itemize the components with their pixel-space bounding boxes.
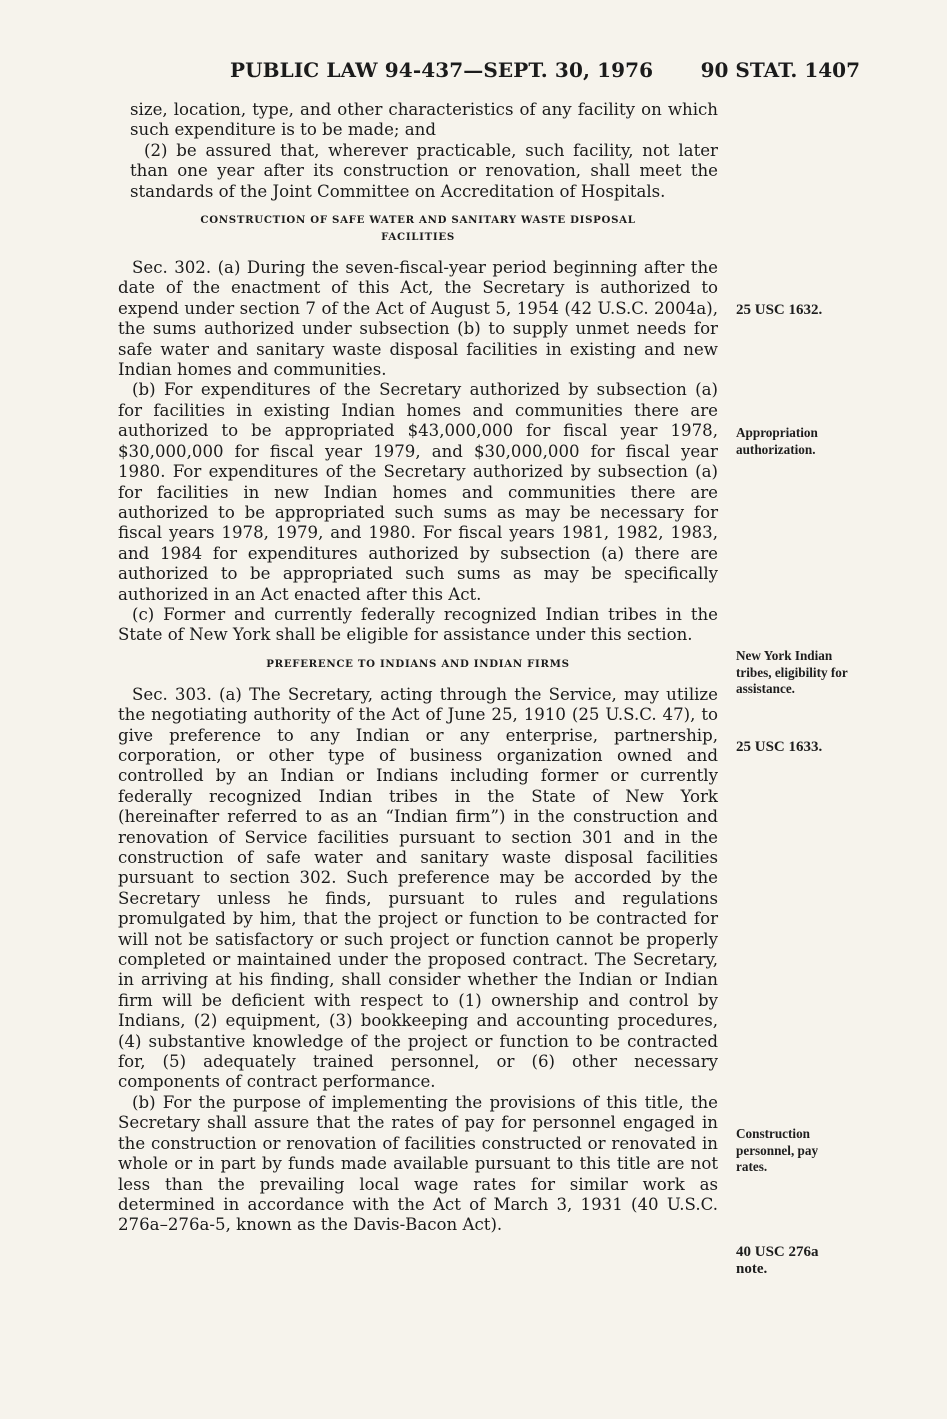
section-302-b: (b) For expenditures of the Secretary authorized by subsection (a) for facilities in existing Indian homes and communities there are authorized to be appropriated $43,000,000 for fiscal year 1978, $30,000,000 for fiscal year 1979, and $30,000,000 for fiscal year 1980. For expenditures of the Secretary authorized by subsection (a) for facilities in new Indian homes and communities there are authorized to be appropriated such sums as may be necessary for fiscal years 1978, 1979, and 1980. For fiscal years 1981, 1982, 1983, and 1984 for expenditures authorized by subsection (a) there are authorized to be appropriated such sums as may be specifically authorized in an Act enacted after this Act. [118, 380, 718, 604]
public-law-title: PUBLIC LAW 94-437—SEPT. 30, 1976 [230, 58, 654, 82]
margin-note-25-usc-1632: 25 USC 1632. [736, 302, 823, 318]
margin-note-25-usc-1633: 25 USC 1633. [736, 739, 823, 755]
section-302-a: Sec. 302. (a) During the seven-fiscal-year period beginning after the date of the enactment of this Act, the Secretary is authorized to expend under section 7 of the Act of August 5, 1954 (42 U.S.C. 2004a), the sums authorized under subsection (b) to supply unmet needs for safe water and sanitary waste disposal facilities in existing and new Indian homes and communities. [118, 258, 718, 380]
margin-note-appropriation: Appropriation authorization. [736, 425, 818, 457]
margin-note-construction-personnel: Construction personnel, pay rates. [736, 1126, 819, 1174]
paragraph-clause-2: (2) be assured that, wherever practicable, such facility, not later than one year after its construction or renovation, shall meet the standards of the Joint Committee on Accreditation of Hospitals. [130, 140, 718, 201]
statute-page-number: 90 STAT. 1407 [700, 58, 860, 82]
margin-note-40-usc-276a: 40 USC 276a note. [736, 1244, 819, 1277]
section-heading-302: CONSTRUCTION OF SAFE WATER AND SANITARY WASTE DISPOSAL FACILITIES [200, 214, 636, 244]
section-302-c: (c) Former and currently federally recognized Indian tribes in the State of New York shall be eligible for assistance under this section. [118, 604, 718, 645]
paragraph-continuation: size, location, type, and other characteristics of any facility on which such expenditure is to be made; and [130, 100, 718, 140]
section-heading-303: PREFERENCE TO INDIANS AND INDIAN FIRMS [266, 657, 570, 670]
section-303-b: (b) For the purpose of implementing the provisions of this title, the Secretary shall assure that the rates of pay for personnel engaged in the construction or renovation of facilities constructed or renovated in whole or in part by funds made available pursuant to this title are not less than the prevailing local wage rates for similar work as determined in accordance with the Act of March 3, 1931 (40 U.S.C. 276a–276a-5, known as the Davis-Bacon Act). [118, 1092, 718, 1235]
page-header [230, 58, 860, 88]
main-text-column [118, 100, 718, 1236]
margin-note-new-york-tribes: New York Indian tribes, eligibility for assistance. [736, 648, 848, 696]
section-303-a: Sec. 303. (a) The Secretary, acting through the Service, may utilize the negotiating authority of the Act of June 25, 1910 (25 U.S.C. 47), to give preference to any Indian or any enterprise, partnership, corporation, or other type of business organization owned and controlled by an Indian or Indians including former or currently federally recognized Indian tribes in the State of New York (hereinafter referred to as an “Indian firm”) in the construction and renovation of Service facilities pursuant to section 301 and in the construction of safe water and sanitary waste disposal facilities pursuant to section 302. Such preference may be accorded by the Secretary unless he finds, pursuant to rules and regulations promulgated by him, that the project or function to be contracted for will not be satisfactory or such project or function cannot be properly completed or maintained under the proposed contract. The Secretary, in arriving at his finding, shall consider whether the Indian or Indian firm will be deficient with respect to (1) ownership and control by Indians, (2) equipment, (3) bookkeeping and accounting procedures, (4) substantive knowledge of the project or function to be contracted for, (5) adequately trained personnel, or (6) other necessary components of contract performance. [118, 684, 718, 1092]
